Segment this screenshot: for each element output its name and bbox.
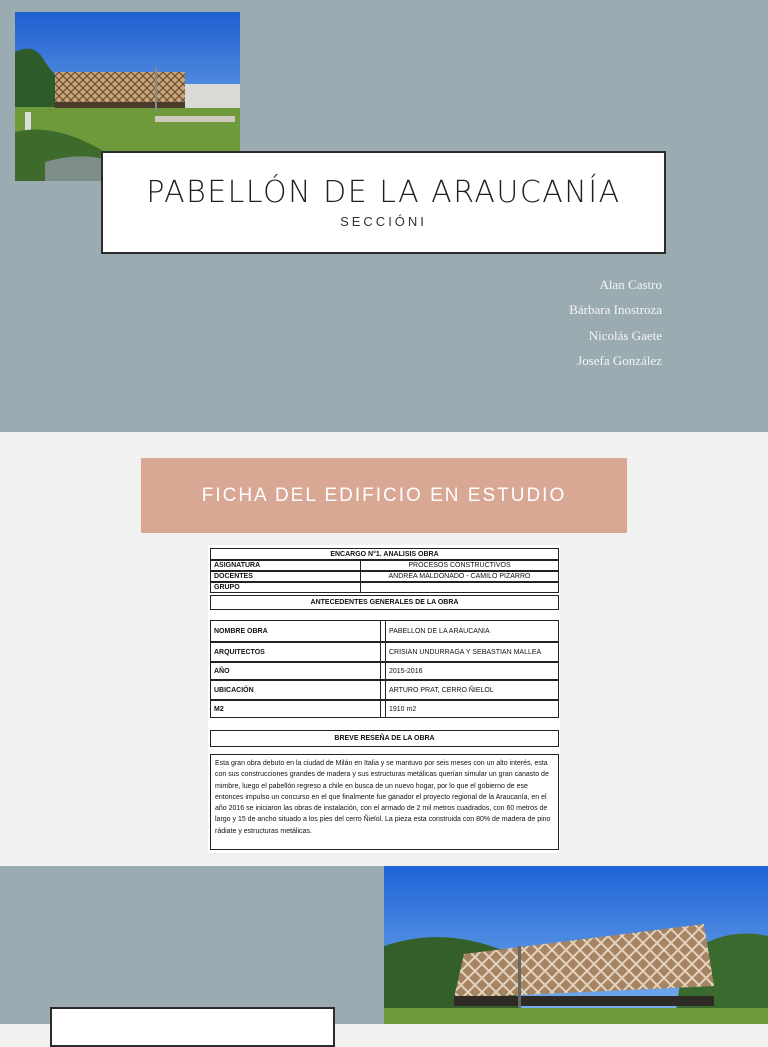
ficha-header: ENCARGO N°1. ANALISIS OBRA bbox=[330, 550, 439, 558]
ubicacion-value: ARTURO PRAT, CERRO ÑIELOL bbox=[385, 681, 558, 699]
next-slide bbox=[0, 866, 768, 1024]
asignatura-value: PROCESOS CONSTRUCTIVOS bbox=[408, 562, 511, 569]
nombre-label: NOMBRE OBRA bbox=[211, 621, 381, 641]
author-name: Josefa González bbox=[577, 352, 662, 368]
ficha-slide bbox=[0, 432, 768, 866]
ficha-table bbox=[208, 545, 560, 853]
arquitectos-value: CRISIAN UNDURRAGA Y SEBASTIAN MALLEA bbox=[385, 643, 558, 661]
page-title: PABELLÓN DE LA ARAUCANÍA bbox=[146, 175, 621, 210]
docentes-value: ANDREA MALDONADO - CAMILO PIZARRO bbox=[388, 573, 531, 580]
grupo-label: GRUPO bbox=[211, 583, 361, 592]
author-name: Alan Castro bbox=[599, 277, 662, 292]
author-name: Nicolás Gaete bbox=[588, 327, 662, 343]
author-name: Bárbara Inostroza bbox=[569, 302, 662, 318]
section-banner: FICHA DEL EDIFICIO EN ESTUDIO bbox=[141, 458, 627, 533]
resena-text: Esta gran obra debuto en la ciudad de Milán en Italia y se mantuvo por seis meses con un alto interés, esta con sus construcciones grandes de madera y sus estructuras metálicas querían simular un gran canasto de mimbre, luego el pabellón regreso a chile en busca de un nuevo hogar, por lo que el gobierno de ese entonces impulso un concurso en el que finalmente fue ganador el proyecto regional de la Araucanía, en el año 2016 se iniciaron las obras de instalación, con el armado de 2 mil metros cuadrados, con 60 metros de largo y 15 de ancho situado a los pies del cerro Ñielol. La pieza esta construida con 80% de madera de pino rádiate y estructuras metálicas. bbox=[210, 754, 559, 850]
m2-value: 1910 m2 bbox=[385, 701, 558, 717]
docentes-label: DOCENTES bbox=[211, 572, 361, 581]
next-slide-title-box bbox=[50, 1007, 335, 1047]
pavilion-photo-2 bbox=[384, 866, 768, 1024]
m2-label: M2 bbox=[211, 701, 381, 717]
ano-value: 2015-2016 bbox=[385, 663, 558, 679]
asignatura-label: ASIGNATURA bbox=[211, 561, 361, 570]
arquitectos-label: ARQUITECTOS bbox=[211, 643, 381, 661]
title-slide bbox=[0, 0, 768, 432]
title-box bbox=[101, 151, 666, 254]
nombre-value: PABELLON DE LA ARAUCANIA bbox=[385, 621, 558, 641]
author-list bbox=[569, 276, 662, 377]
antecedentes-header: ANTECEDENTES GENERALES DE LA OBRA bbox=[310, 599, 459, 606]
resena-header: BREVE RESEÑA DE LA OBRA bbox=[334, 735, 435, 742]
ano-label: AÑO bbox=[211, 663, 381, 679]
grupo-value bbox=[361, 583, 558, 592]
ubicacion-label: UBICACIÓN bbox=[211, 681, 381, 699]
page-subtitle: SECCIÓNI bbox=[340, 214, 427, 229]
